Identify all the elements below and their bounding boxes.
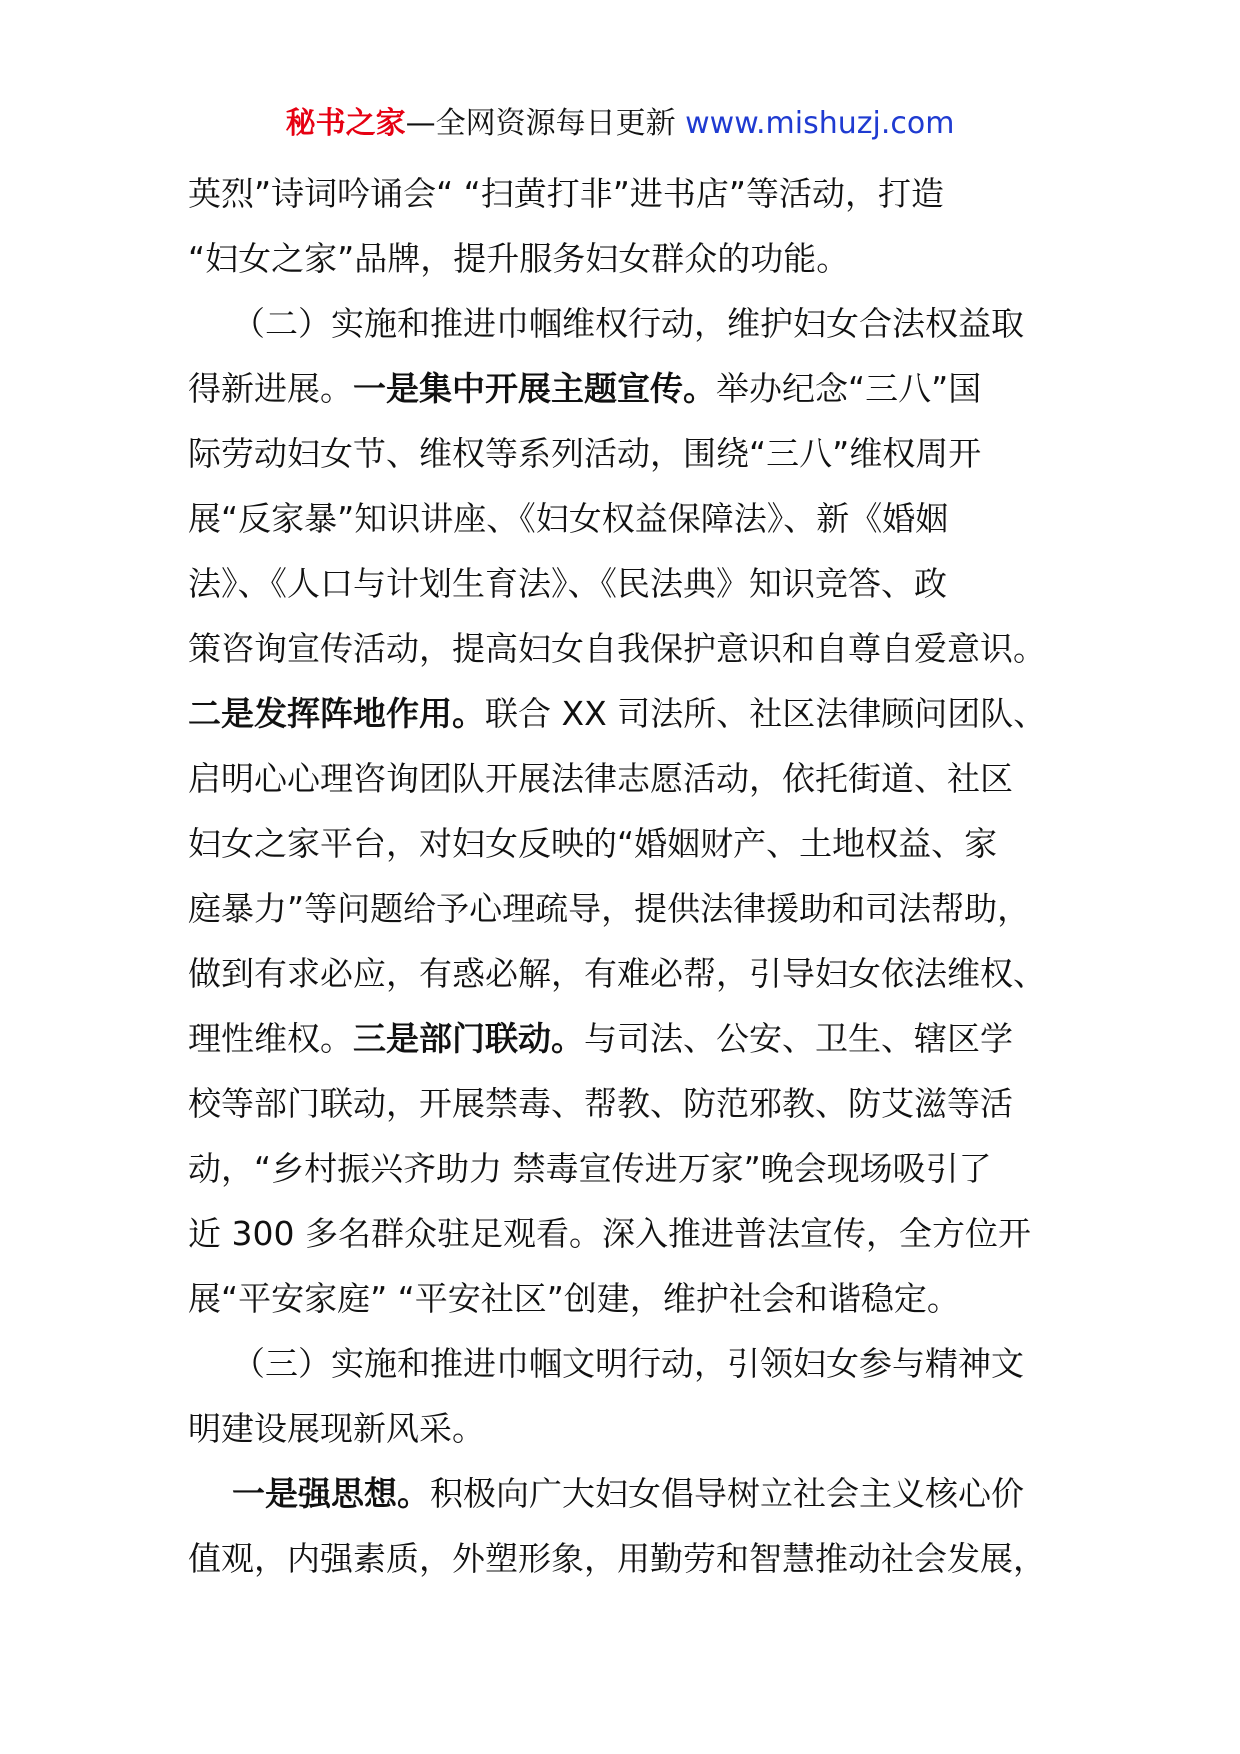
- body-text: 际劳动妇女节、维权等系列活动，围绕“三八”维权周开: [188, 434, 982, 473]
- text-line: [188, 1136, 1068, 1201]
- text-line: [188, 1201, 1068, 1266]
- text-line: [188, 421, 1068, 486]
- body-text: 近 300 多名群众驻足观看。深入推进普法宣传，全方位开: [188, 1214, 1031, 1253]
- text-line: [188, 811, 1068, 876]
- text-line: [188, 226, 1068, 291]
- body-text: 策咨询宣传活动，提高妇女自我保护意识和自尊自爱意识。: [188, 629, 1046, 668]
- body-text: 启明心心理咨询团队开展法律志愿活动，依托街道、社区: [188, 759, 1013, 798]
- body-text: 联合 XX 司法所、社区法律顾问团队、: [485, 694, 1047, 733]
- text-line: [188, 551, 1068, 616]
- body-text: “妇女之家”品牌，提升服务妇女群众的功能。: [188, 239, 850, 278]
- bold-heading-text: 一是强思想。: [232, 1474, 430, 1513]
- text-line: [188, 681, 1068, 746]
- text-line: [188, 1071, 1068, 1136]
- text-line: [188, 1396, 1068, 1461]
- text-line: [188, 941, 1068, 1006]
- text-line: [188, 1461, 1068, 1526]
- body-text: 展“平安家庭” “平安社区”创建，维护社会和谐稳定。: [188, 1279, 960, 1318]
- body-text: 英烈”诗词吟诵会“ “扫黄打非”进书店”等活动，打造: [188, 174, 944, 213]
- body-text: 积极向广大妇女倡导树立社会主义核心价: [430, 1474, 1024, 1513]
- body-text: 理性维权。: [188, 1019, 353, 1058]
- text-line: [188, 486, 1068, 551]
- body-text: 动，“乡村振兴齐助力 禁毒宣传进万家”晚会现场吸引了: [188, 1149, 992, 1188]
- site-brand: 秘书之家: [285, 106, 406, 141]
- bold-heading-text: 三是部门联动。: [353, 1019, 584, 1058]
- body-text: 校等部门联动，开展禁毒、帮教、防范邪教、防艾滋等活: [188, 1084, 1013, 1123]
- text-line: [188, 291, 1068, 356]
- site-header: [0, 98, 1240, 150]
- bold-heading-text: 二是发挥阵地作用。: [188, 694, 485, 733]
- bold-heading-text: 一是集中开展主题宣传。: [353, 369, 716, 408]
- body-text: 法》、《人口与计划生育法》、《民法典》知识竞答、政: [188, 564, 947, 603]
- body-text: 做到有求必应，有惑必解，有难必帮，引导妇女依法维权、: [188, 954, 1046, 993]
- text-line: [188, 161, 1068, 226]
- body-text: 展“反家暴”知识讲座、《妇女权益保障法》、新《婚姻: [188, 499, 949, 538]
- body-text: 庭暴力”等问题给予心理疏导，提供法律援助和司法帮助，: [188, 889, 1031, 928]
- site-tagline: —全网资源每日更新: [405, 106, 686, 141]
- text-line: [188, 746, 1068, 811]
- body-text: （二）实施和推进巾帼维权行动，维护妇女合法权益取: [232, 304, 1024, 343]
- text-line: [188, 616, 1068, 681]
- body-text: 举办纪念“三八”国: [716, 369, 982, 408]
- text-line: [188, 1006, 1068, 1071]
- body-text: 妇女之家平台，对妇女反映的“婚姻财产、土地权益、家: [188, 824, 998, 863]
- site-url: www.mishuzj.com: [685, 106, 955, 141]
- text-line: [188, 356, 1068, 421]
- body-text: 得新进展。: [188, 369, 353, 408]
- body-text: 明建设展现新风采。: [188, 1409, 485, 1448]
- text-line: [188, 1526, 1068, 1591]
- body-text: 值观，内强素质，外塑形象，用勤劳和智慧推动社会发展，: [188, 1539, 1046, 1578]
- text-line: [188, 1266, 1068, 1331]
- body-text: 与司法、公安、卫生、辖区学: [584, 1019, 1013, 1058]
- text-line: [188, 1331, 1068, 1396]
- document-body: [188, 161, 1068, 1591]
- body-text: （三）实施和推进巾帼文明行动，引领妇女参与精神文: [232, 1344, 1024, 1383]
- text-line: [188, 876, 1068, 941]
